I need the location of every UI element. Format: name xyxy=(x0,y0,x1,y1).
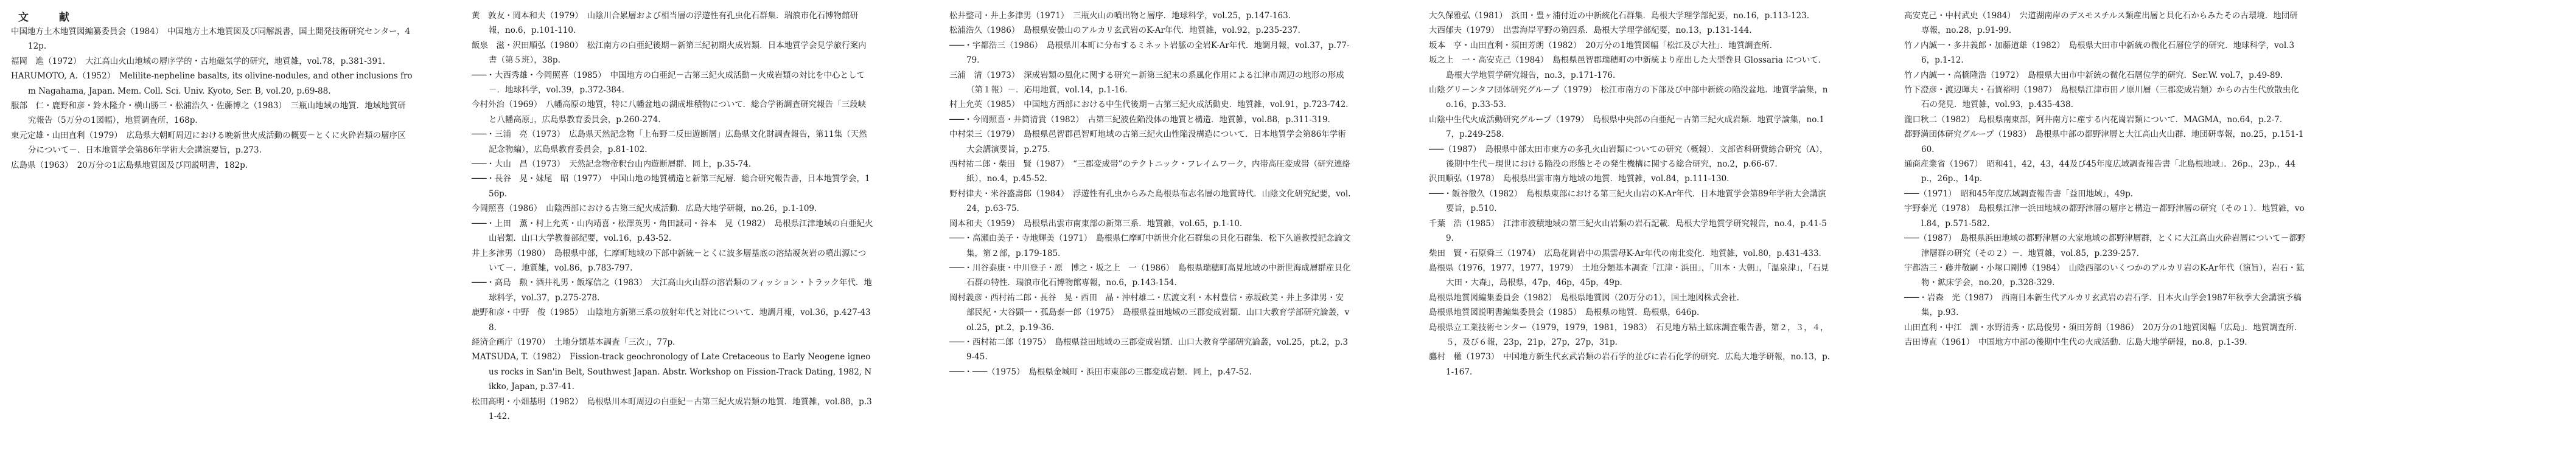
reference-entry: ───・三浦 亮（1973） 広島県天然記念物「上布野二反田遊断層」広島県文化財調査報告，第11集（天然記念物編），広島県教育委員会，p.81-102. xyxy=(472,129,867,154)
reference-entry: 島根県（1976，1977，1977，1979） 土地分類基本調査「江津・浜田」，「川本・大朝」，「温泉津」，「石見大田・大森」，島根県，47p，46p，45p，49p. xyxy=(1429,263,1829,288)
reference-entry: 島根県地質図説明書編集委員会（1985） 島根県の地質．島根県，646p. xyxy=(1429,308,1700,318)
reference-entry: 山田直利・中江 訓・水野清秀・広島俊男・須田芳朗（1986） 20万分の1地質図幅「広島」．地質調査所. xyxy=(1904,322,2297,333)
reference-entry: MATSUDA, T.（1982） Fission-track geochronology of Late Cretaceous to Early Neogene igneous rocks in San'in Belt, Southwest Japan. Abstr. Workshop on Fission-Track Dating, 1982, Nikko, Japan, p.37-41. xyxy=(472,352,872,392)
reference-entry: 大久保雅弘（1981） 浜田・豊ヶ浦付近の中新統化石群集．島根大学理学部紀要，no.16，p.113-123. xyxy=(1429,11,1809,21)
reference-column-1 xyxy=(11,24,413,462)
reference-entry: ───（1987） 島根県浜田地域の都野津層の大家地域の都野津層群，とくに大江高山火砕岩層について－都野津層群の研究（その２）－．地質雑，vol.85，p.239-257. xyxy=(1904,233,2306,258)
reference-entry: 瀧口秋二（1982） 島根県南東部，阿井南方に産する内花崗岩類について．MAGMA，no.64，p.2-7. xyxy=(1904,114,2283,125)
section-heading: 文 献 xyxy=(18,12,83,24)
reference-entry: 通商産業省（1967） 昭和41，42，43，44及び45年度広域調査報告書「北島根地域」．26p.，23p.，44p.，26p.，14p. xyxy=(1904,159,2296,184)
reference-entry: 大西郁夫（1979） 出雲海岸平野の第四系．島根大学理学部紀要，no.13，p.131-144. xyxy=(1429,26,1752,36)
reference-entry: ───・岩森 光（1987） 西南日本新生代アルカリ玄武岩の岩石学．日本火山学会1987年秋季大会講演予稿集，p.93. xyxy=(1904,292,2302,318)
reference-entry: 松井整司・井上多津男（1971） 三瓶火山の噴出物と層序．地球科学，vol.25，p.147-163. xyxy=(949,11,1291,21)
reference-entry: 村上允英（1985） 中国地方西部における中生代後期－古第三紀火成活動史．地質雑，vol.91，p.723-742. xyxy=(949,100,1349,110)
reference-entry: 宇都浩三・藤井敬嗣・小塚口剛博（1984） 山陰西部のいくつかのアルカリ岩のK-Ar年代（演旨），岩石・鉱物・鉱床学会，no.20，p.328-329. xyxy=(1904,263,2305,288)
reference-entry: 中国地方土木地質図編纂委員会（1984） 中国地方土木地質図及び同解説書，国土開発技術研究センター，412p. xyxy=(11,27,411,52)
reference-entry: 西村祐二郎・柴田 賢（1987） “三郡変成帯”のテクトニック・フレイムワーク，内帯高圧変成帯（研究連絡紙），no.4，p.45-52. xyxy=(949,159,1351,184)
reference-column-3 xyxy=(949,9,1351,446)
reference-entry: 三浦 清（1973） 深成岩類の風化に関する研究－新第三紀末の系風化作用による江津市周辺の地形の形成（第１報）－．応用地質，vol.14，p.1-16. xyxy=(949,70,1344,95)
reference-entry: 中村栄三（1979） 島根県邑智郡邑智町地域の古第三紀火山性陥没構造について．日本地質学会第86年学術大会講演要旨，p.275. xyxy=(949,129,1346,154)
reference-entry: ───（1971） 昭和45年度広域調査報告書「益田地域」，49p. xyxy=(1904,188,2134,199)
reference-entry: 岡本和夫（1959） 島根県出雲市南東部の新第三系．地質雑，vol.65，p.1-10. xyxy=(949,218,1243,229)
reference-column-2 xyxy=(472,9,873,446)
reference-entry: 千葉 浩（1985） 江津市波積地域の第三紀火山岩類の岩石記載．島根大学地質学研究報告，no.4，p.41-59. xyxy=(1429,218,1827,244)
reference-entry: 経済企画庁（1970） 土地分類基本調査「三次」，77p. xyxy=(472,337,675,347)
reference-entry: 東元定雄・山田直利（1979） 広島県大朝町周辺における晩新世火成活動の概要－とくに火砕岩類の層序区分について－．日本地質学会第86年学術大会講演要旨，p.273. xyxy=(11,130,406,156)
reference-entry: 都野満団体研究グループ（1983） 島根県中部の都野津層と大江高山火山群．地団研専報，no.25，p.151-160. xyxy=(1904,129,2304,154)
reference-entry: ───・上田 薫・村上允英・山内靖喜・松澤英男・角田誠司・谷本 晃（1982） 島根県江津地域の白亜紀火山岩類．山口大学教養部紀要，vol.16，p.43-52. xyxy=(472,218,873,244)
reference-entry: ───・高島 勲・酒井礼男・飯塚信之（1983） 大江高山火山群の溶岩類のフィッション・トラック年代．地球科学，vol.37，p.275-278. xyxy=(472,278,872,303)
reference-entry: ───・川谷泰康・中川登子・原 博之・坂之上 一（1986） 島根県瑞穂町高見地域の中新世海成層群産貝化石群の特性．瑞浪市化石博物館専報，no.6，p.143-154. xyxy=(949,263,1351,288)
reference-entry: 今村外治（1969） 八幡高原の地質，特に八幡盆地の湖成堆積物について．総合学術調査研究報告「三段峡と八幡高原」，広島県教育委員会，p.260-274. xyxy=(472,100,867,125)
reference-entry: ───・宇都浩三（1986） 島根県川本町に分布するミネット岩脈の全岩K-Ar年代．地調月報，vol.37，p.77-79. xyxy=(949,40,1350,66)
reference-entry: ───・長谷 晃・妹尾 昭（1977） 中国山地の地質構造と新第三紀層．総合研究報告書，日本地質学会，156p. xyxy=(472,174,870,199)
reference-entry: 坂之上 一・高安克己（1984） 島根県邑智郡瑞穂町の中新統より産出した大型巻貝 Glossaria について．島根大学地質学研究報告，no.3，p.171-176. xyxy=(1429,55,1827,80)
reference-entry: 松浦浩久（1986） 島根県安曇山のアルカリ玄武岩のK-Ar年代．地質雑，vol.92，p.235-237. xyxy=(949,26,1300,36)
reference-entry: 竹ノ内誠一・多井義郎・加藤道雄（1982） 島根県大田市中新統の微化石層位学的研究．地球科学，vol.36，p.1-12. xyxy=(1904,40,2295,66)
reference-entry: HARUMOTO, A.（1952） Melilite-nepheline basalts, its olivine-nodules, and other inclusions from Nagahama, Japan. Mem. Coll. Sci. Univ. Kyoto, Ser. B, vol.20, p.69-88. xyxy=(11,71,413,96)
reference-column-4 xyxy=(1429,9,1831,446)
reference-entry: ───・───（1975） 島根県金城町・浜田市東部の三郡変成岩類．同上，p.47-52. xyxy=(949,367,1252,377)
reference-entry: ───（1987） 島根県中部太田市東方の多孔火山岩類についての研究（概報）．文部省科研費総合研究（A），後期中生代－現世における陥没の形態とその発生機構に関する総合研究，no.2，p.66-67. xyxy=(1429,144,1828,170)
reference-entry: 岡村義彦・西村祐二郎・長谷 晃・西田 晶・沖村雄二・広渡文利・木村豊信・赤坂政美・井上多津男・安部民紀・大谷顕一・孤島泰一郎（1975） 島根県益田地域の三郡変成岩類．山口大教育学部研究論叢，vol.25，pt.2，p.19-36. xyxy=(949,292,1350,333)
reference-entry: 宇野泰光（1978） 島根県江津一浜田地域の都野津層の層序と構造－都野津層の研究（その１）．地質雑，vol.84，p.571-582. xyxy=(1904,204,2305,229)
reference-entry: 竹ノ内誠一・高橋隆浩（1972） 島根県大田市中新統の微化石層位学的研究．Ser.W. vol.7，p.49-89. xyxy=(1904,70,2283,80)
reference-entry: 飯泉 滋・沢田順弘（1980） 松江南方の白亜紀後期－新第三紀初期火成岩類．日本地質学会見学旅行案内書（第５班），38p. xyxy=(472,40,867,66)
reference-entry: ───・今岡照喜・井筒清貴（1982） 古第三紀波佐陥没体の地質と構造．地質雑，vol.88，p.311-319. xyxy=(949,114,1330,125)
reference-entry: 鹿野和彦・中野 俊（1985） 山陰地方新第三系の放射年代と対比について．地調月報，vol.36，p.427-438. xyxy=(472,308,871,333)
reference-entry: 竹下澄彦・渡辺暉夫・石賀裕明（1987） 島根県江津市田ノ原川層（三郡変成岩類）からの古生代放散虫化石の発見．地質雑，vol.93，p.435-438. xyxy=(1904,85,2299,110)
reference-entry: ───・高瀬由美子・寺地輝美（1971） 島根県仁摩町中新世介化石群集の貝化石群集．松下久道教授記念論文集，第２部，p.179-185. xyxy=(949,233,1351,258)
reference-entry: 井上多津男（1980） 島根県中部，仁摩町地域の下部中新統－とくに波多層基底の溶結凝灰岩の噴出源について－．地質雑，vol.86，p.783-797. xyxy=(472,248,867,273)
reference-column-5 xyxy=(1904,9,2306,446)
reference-entry: 服部 仁・鹿野和彦・鈴木隆介・横山勝三・松浦浩久・佐藤博之（1983） 三瓶山地域の地質．地域地質研究報告（5万分の1図幅），地質調査所，168p. xyxy=(11,101,406,126)
reference-entry: 松田高明・小畑基明（1982） 島根県川本町周辺の白亜紀－古第三紀火成岩類の地質．地質雑，vol.88，p.31-42. xyxy=(472,396,872,421)
reference-entry: ───・西村祐二郎（1975） 島根県益田地域の三郡変成岩類．山口大教育学部研究論叢，vol.25，pt.2，p.39-45. xyxy=(949,337,1348,362)
reference-entry: ───・飯谷徹久（1982） 島根県東部における第三紀火山岩のK-Ar年代．日本地質学会第89年学術大会講演要旨，p.510. xyxy=(1429,188,1826,214)
reference-entry: 島根県立工業技術センター（1979，1979，1981，1983） 石見地方粘土鉱床調査報告書，第２，３，４，５，及び６報，23p，21p，27p，27p，31p. xyxy=(1429,322,1829,347)
reference-entry: 沢田順弘（1978） 島根県出雲市南方地域の地質．地質雑，vol.84，p.111-130. xyxy=(1429,174,1730,184)
reference-entry: 山陰中生代火成活動研究グループ（1979） 島根県中央部の白亜紀－古第三紀火成岩類．地質学論集，no.17，p.249-258. xyxy=(1429,114,1824,140)
reference-entry: 吉田博直（1961） 中国地方中部の後期中生代の火成活動．広島大地学研報，no.8，p.1-39. xyxy=(1904,337,2247,347)
reference-entry: 広島県（1963） 20万分の1広島県地質図及び同説明書，182p. xyxy=(11,160,248,170)
reference-entry: 坂本 亨・山田直利・須田芳朗（1982） 20万分の1地質図幅「松江及び大社」．地質調査所. xyxy=(1429,40,1772,50)
reference-entry: ───・大西秀雄・今岡照喜（1985） 中国地方の白亜紀－古第三紀火成活動－火成岩類の対比を中心として－．地球科学，vol.39，p.372-384. xyxy=(472,70,865,95)
reference-entry: 柴田 賢・石原舜三（1974） 広島花崗岩中の黒雲母K-Ar年代の南北変化．地質雑，vol.80，p.431-433. xyxy=(1429,248,1821,258)
reference-entry: 福岡 進（1972） 大江高山火山地域の層序学的・古地磁気学的研究，地質雑，vol.78，p.381-391. xyxy=(11,56,385,66)
reference-entry: 高安克己・中村武史（1984） 宍道湖南岸のデスモスチルス類産出層と貝化石からみたその古環境．地団研専報，no.28，p.91-99. xyxy=(1904,11,2298,36)
reference-entry: 野村律夫・米谷盛壽郎（1984） 浮遊性有孔虫からみた島根県布志名層の地質時代．山陰文化研究紀要，vol.24，p.63-75. xyxy=(949,188,1351,214)
reference-entry: 今岡照喜（1986） 山陰西部における古第三紀火成活動．広島大地学研報，no.26，p.1-109. xyxy=(472,204,817,214)
reference-entry: ───・大山 昌（1973） 天然記念物帝釈台山内遊断層群．同上，p.35-74. xyxy=(472,159,752,170)
reference-entry: 山陰グリーンタフ団体研究グループ（1979） 松江市南方の下部及び中部中新統の陥没盆地．地質学論集，no.16，p.33-53. xyxy=(1429,85,1828,110)
reference-entry: 黄 敦友・岡本和夫（1979） 山陰川合累層および相当層の浮遊性有孔虫化石群集．瑞浪市化石博物館研報，no.6，p.101-110. xyxy=(472,11,859,36)
reference-entry: 島根県地質図編集委員会（1982） 島根県地質図（20万分の1），国土地図株式会社. xyxy=(1429,292,1739,303)
reference-entry: 鷹村 權（1973） 中国地方新生代玄武岩類の岩石学的並びに岩石化学的研究．広島大地学研報，no.13，p.1-167. xyxy=(1429,352,1831,377)
